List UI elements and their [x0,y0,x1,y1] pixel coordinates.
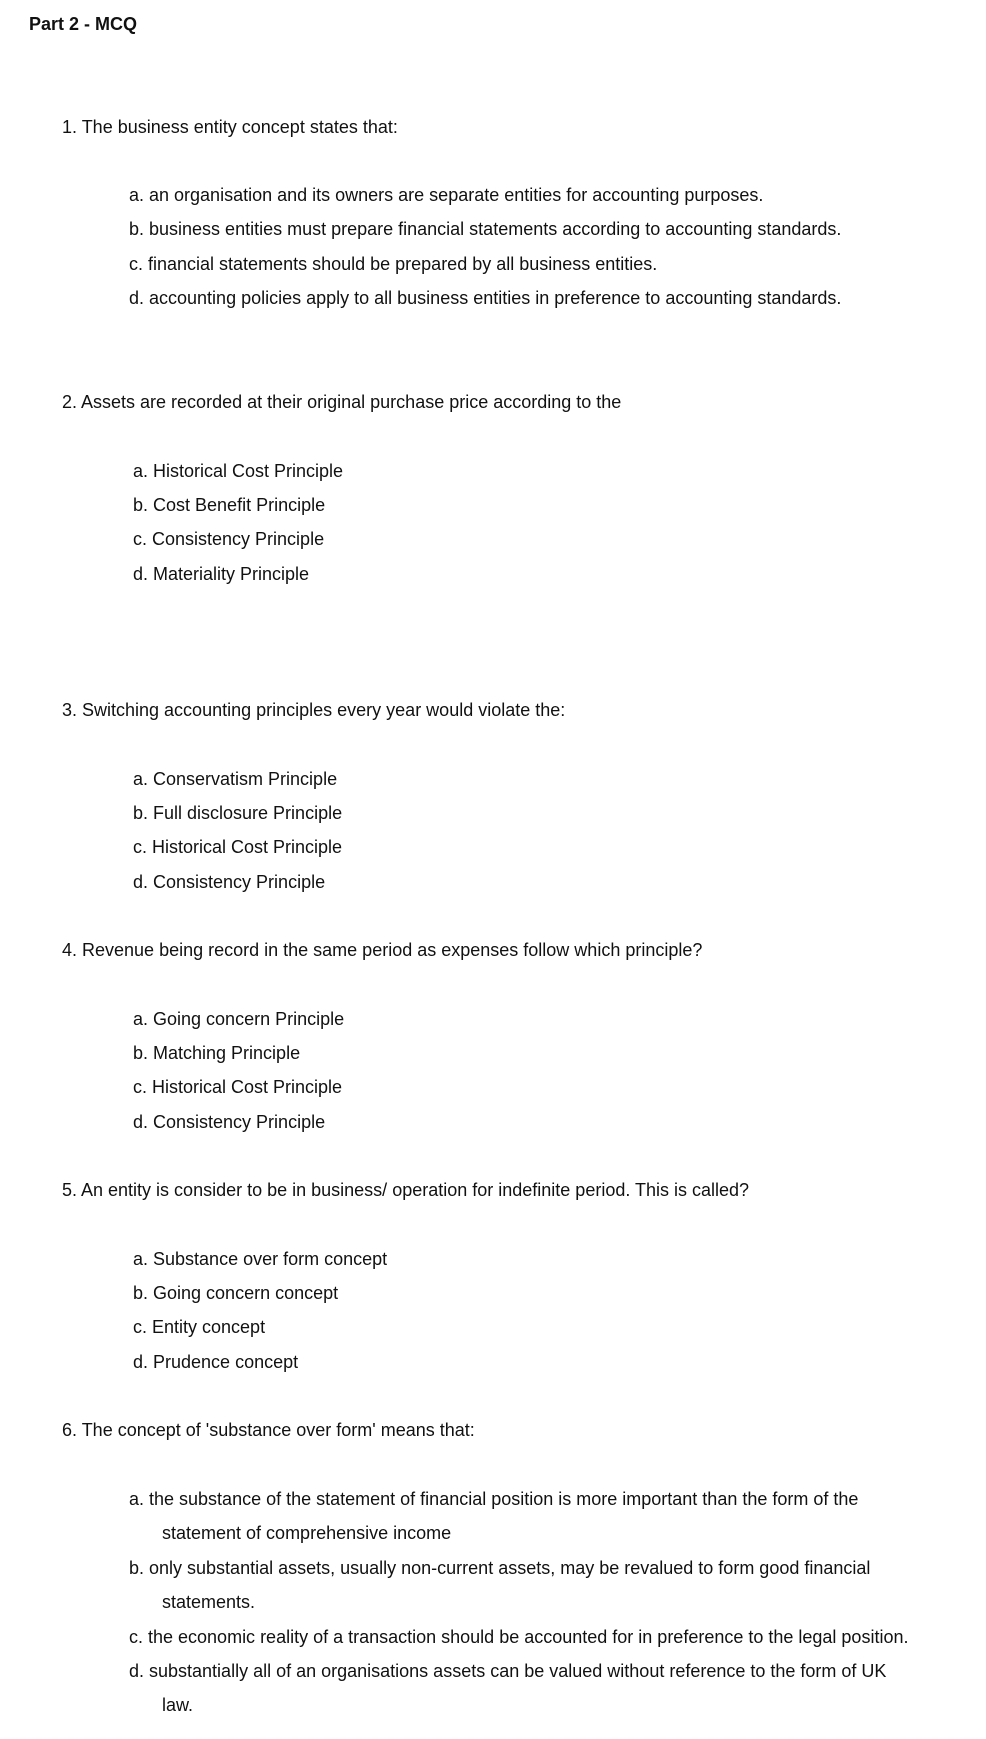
document-title: Part 2 - MCQ [29,14,138,34]
question-5-option-c: c. Entity concept [133,1317,266,1337]
question-2-text: 2. Assets are recorded at their original purchase price according to the [62,392,622,412]
question-4-option-d: d. Consistency Principle [133,1112,326,1132]
question-5-text: 5. An entity is consider to be in business/ operation for indefinite period. This is called? [62,1180,750,1200]
question-2-option-b: b. Cost Benefit Principle [133,495,326,515]
question-6-text: 6. The concept of 'substance over form' means that: [62,1420,475,1440]
question-3-option-b: b. Full disclosure Principle [133,803,343,823]
question-1-option-d: d. accounting policies apply to all business entities in preference to accounting standards. [129,288,842,308]
question-2-option-c: c. Consistency Principle [133,529,325,549]
question-6-option-d-continued: law. [162,1695,194,1715]
question-3-text: 3. Switching accounting principles every year would violate the: [62,700,566,720]
question-2-option-a: a. Historical Cost Principle [133,461,344,481]
question-6-option-b-continued: statements. [162,1592,256,1612]
question-4-option-a: a. Going concern Principle [133,1009,345,1029]
question-1-option-c: c. financial statements should be prepared by all business entities. [129,254,658,274]
question-6-option-d: d. substantially all of an organisations assets can be valued without reference to the form of UK [129,1661,887,1681]
question-5-option-a: a. Substance over form concept [133,1249,388,1269]
question-1-option-a: a. an organisation and its owners are separate entities for accounting purposes. [129,185,764,205]
question-6-option-c: c. the economic reality of a transaction should be accounted for in preference to the legal position. [129,1627,909,1647]
question-6-option-a-continued: statement of comprehensive income [162,1523,452,1543]
question-5-option-d: d. Prudence concept [133,1352,299,1372]
question-5-option-b: b. Going concern concept [133,1283,339,1303]
question-2-option-d: d. Materiality Principle [133,564,310,584]
question-3-option-a: a. Conservatism Principle [133,769,338,789]
question-6-option-b: b. only substantial assets, usually non-current assets, may be revalued to form good financial [129,1558,871,1578]
question-1-option-b: b. business entities must prepare financial statements according to accounting standards. [129,219,842,239]
question-4-option-c: c. Historical Cost Principle [133,1077,343,1097]
question-1-text: 1. The business entity concept states that: [62,117,398,137]
question-6-option-a: a. the substance of the statement of financial position is more important than the form of the [129,1489,859,1509]
question-4-text: 4. Revenue being record in the same period as expenses follow which principle? [62,940,703,960]
question-4-option-b: b. Matching Principle [133,1043,301,1063]
question-3-option-c: c. Historical Cost Principle [133,837,343,857]
question-3-option-d: d. Consistency Principle [133,872,326,892]
